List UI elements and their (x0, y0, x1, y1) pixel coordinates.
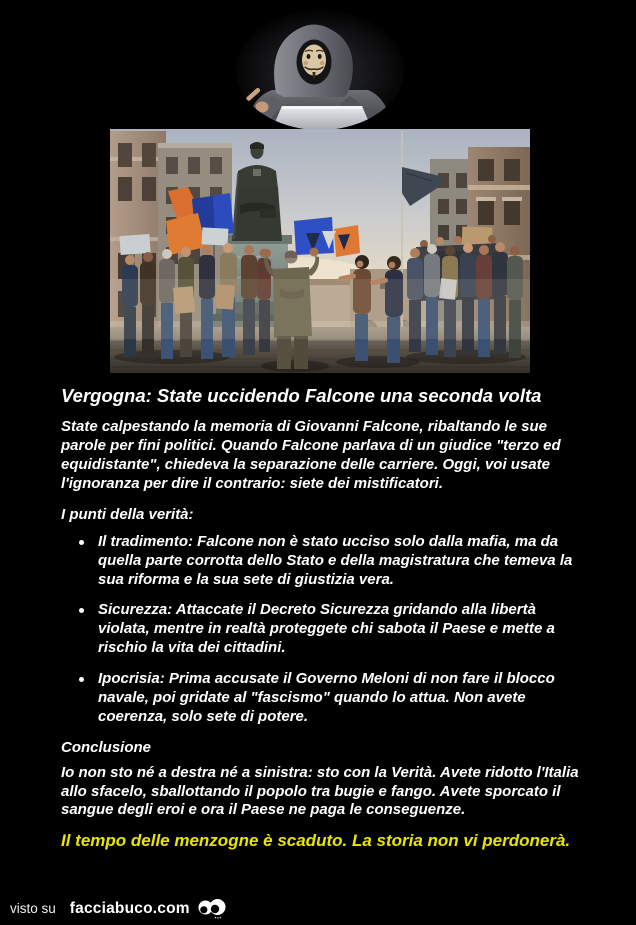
statue-illustration (110, 129, 530, 373)
hacker-illustration (0, 0, 636, 129)
conclusion-paragraph: Io non sto né a destra né a sinistra: sto con la Verità. Avete ridotto l'Italia allo sfacelo, sballottando il popolo tra bugie e fango. Avete sporcato il sangue degli eroi e ora il Paese ne paga le conseguenze. (61, 763, 579, 819)
truth-points-list (61, 533, 581, 727)
site-name[interactable]: facciabuco.com (69, 899, 190, 917)
list-item: Ipocrisia: Prima accusate il Governo Meloni di non fare il blocco navale, poi gridate al "fascismo" quando lo attua. Non avete coerenza, solo sete di potere. (98, 670, 581, 727)
closing-line: Il tempo delle menzogne è scaduto. La storia non vi perdonerà. (61, 831, 571, 851)
hacker-image (0, 0, 636, 129)
conclusion-heading: Conclusione (61, 738, 152, 756)
facciabuco-logo-icon[interactable] (198, 897, 228, 920)
visto-su-label: visto su (10, 901, 56, 916)
post-title: Vergogna: State uccidendo Falcone una seconda volta (61, 385, 542, 406)
falcone-statue-photo (110, 129, 530, 373)
points-heading: I punti della verità: (61, 505, 194, 523)
footer-watermark (10, 897, 228, 920)
intro-paragraph: State calpestando la memoria di Giovanni Falcone, ribaltando le sue parole per fini politici. Quando Falcone parlava di un giudice "terzo ed equidistante", chiedeva la separazione delle carriere. Oggi, voi usate l'ignoranza per dire il contrario: siete dei mistificatori. (61, 418, 561, 492)
list-item: Il tradimento: Falcone non è stato ucciso solo dalla mafia, ma da quella parte corrotta dello Stato e della magistratura che temeva la sua riforma e la sua sete di giustizia vera. (98, 533, 581, 590)
list-item: Sicurezza: Attaccate il Decreto Sicurezza gridando alla libertà violata, mentre in realtà proteggete chi sabota il Paese e mette a rischio la vita dei cittadini. (98, 601, 581, 658)
post-body (61, 385, 581, 852)
